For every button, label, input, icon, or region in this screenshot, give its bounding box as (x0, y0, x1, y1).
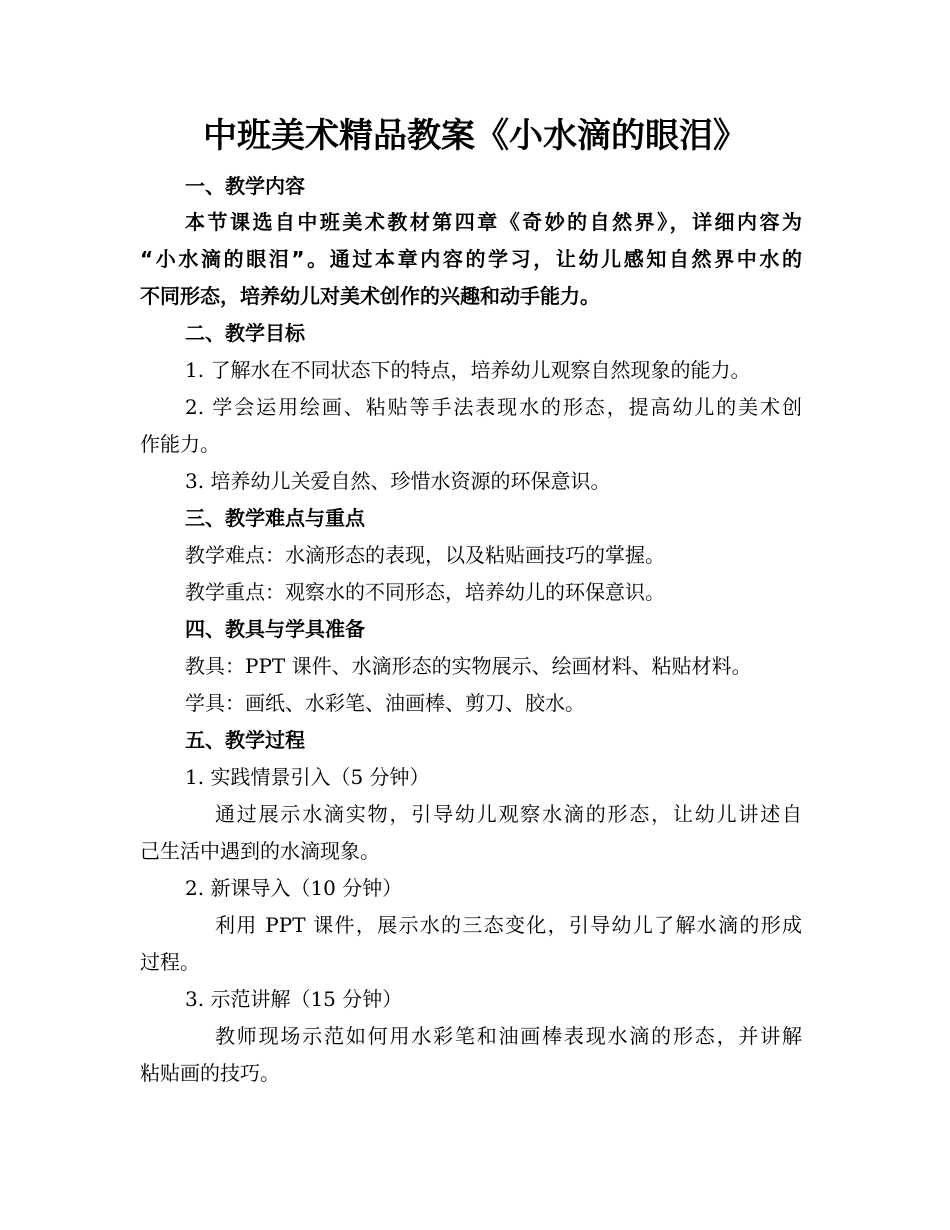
paragraph-line: 通过展示水滴实物，引导幼儿观察水滴的形态，让幼儿讲述自 (215, 802, 802, 826)
paragraph-line: 学具：画纸、水彩笔、油画棒、剪刀、胶水。 (185, 691, 585, 715)
paragraph-line: 粘贴画的技巧。 (140, 1061, 280, 1085)
document-title: 中班美术精品教案《小水滴的眼泪》 (203, 116, 747, 156)
paragraph-line: 不同形态，培养幼儿对美术创作的兴趣和动手能力。 (140, 284, 600, 308)
paragraph-line: 教师现场示范如何用水彩笔和油画棒表现水滴的形态，并讲解 (215, 1024, 802, 1048)
paragraph-line: 过程。 (140, 950, 200, 974)
section-heading-difficulty: 三、教学难点与重点 (185, 506, 365, 530)
paragraph-line: 利用 PPT 课件，展示水的三态变化，引导幼儿了解水滴的形成 (215, 913, 802, 937)
section-heading-process: 五、教学过程 (185, 728, 305, 752)
paragraph-line: 教学难点：水滴形态的表现，以及粘贴画技巧的掌握。 (185, 543, 665, 567)
step-title: 3. 示范讲解（15 分钟） (185, 987, 403, 1011)
paragraph-line: “小水滴的眼泪”。通过本章内容的学习，让幼儿感知自然界中水的 (140, 247, 802, 271)
section-heading-content: 一、教学内容 (185, 174, 305, 198)
list-item-continuation: 作能力。 (140, 432, 220, 456)
step-title: 2. 新课导入（10 分钟） (185, 876, 403, 900)
section-heading-materials: 四、教具与学具准备 (185, 617, 365, 641)
section-heading-objectives: 二、教学目标 (185, 321, 305, 345)
list-item: 2. 学会运用绘画、粘贴等手法表现水的形态，提高幼儿的美术创 (185, 395, 802, 419)
list-item: 1. 了解水在不同状态下的特点，培养幼儿观察自然现象的能力。 (185, 358, 751, 382)
paragraph-line: 教学重点：观察水的不同形态，培养幼儿的环保意识。 (185, 580, 665, 604)
paragraph-line: 己生活中遇到的水滴现象。 (140, 839, 380, 863)
list-item: 3. 培养幼儿关爱自然、珍惜水资源的环保意识。 (185, 469, 611, 493)
step-title: 1. 实践情景引入（5 分钟） (185, 765, 430, 789)
paragraph-line: 教具：PPT 课件、水滴形态的实物展示、绘画材料、粘贴材料。 (185, 654, 752, 678)
paragraph-line: 本节课选自中班美术教材第四章《奇妙的自然界》，详细内容为 (185, 210, 802, 234)
